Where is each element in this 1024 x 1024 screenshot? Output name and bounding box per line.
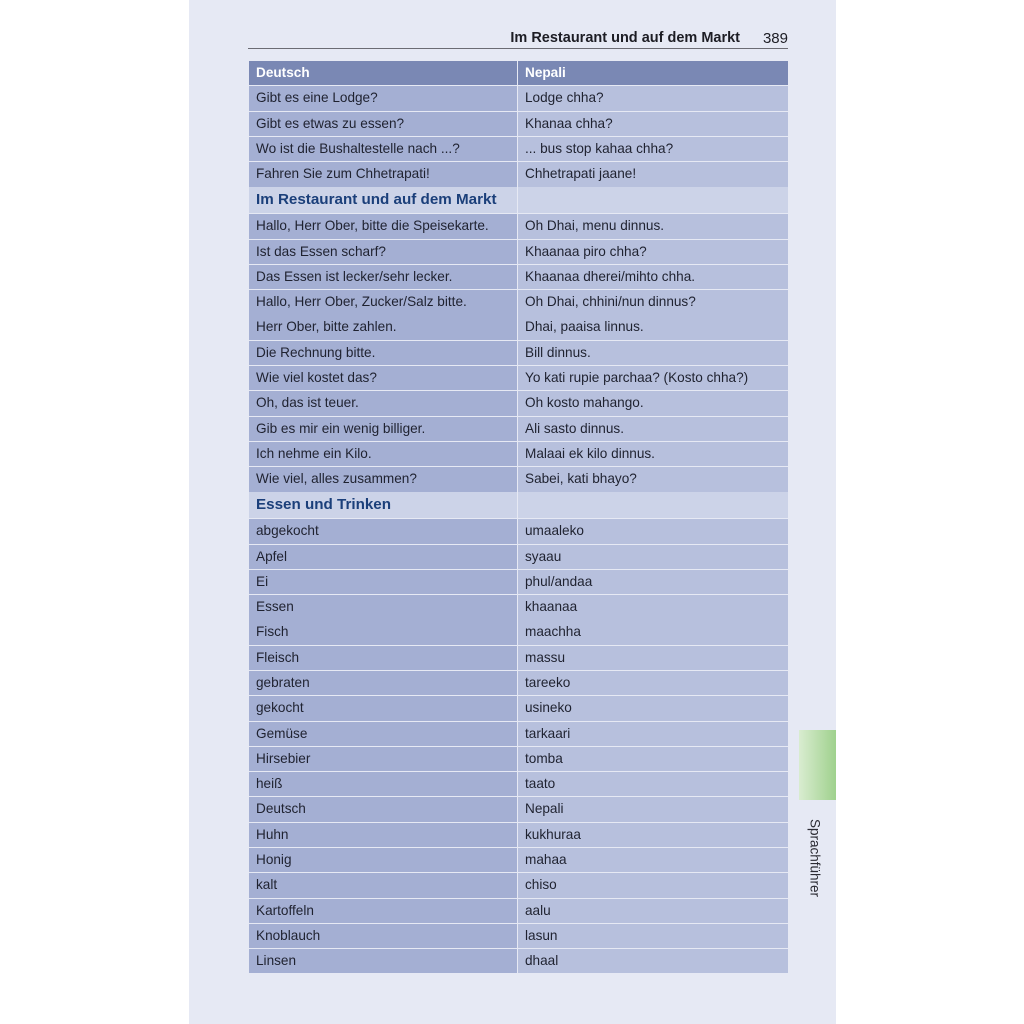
cell-nepali: maachha [518, 620, 788, 644]
cell-deutsch: Kartoffeln [249, 899, 517, 923]
cell-deutsch: Gibt es etwas zu essen? [249, 112, 517, 136]
phrase-table [249, 61, 788, 974]
cell-deutsch: Ist das Essen scharf? [249, 240, 517, 264]
cell-deutsch: Gemüse [249, 722, 517, 746]
cell-nepali: Khanaa chha? [518, 112, 788, 136]
cell-nepali: Dhai, paaisa linnus. [518, 315, 788, 339]
table-row [249, 290, 788, 314]
cell-deutsch: Apfel [249, 545, 517, 569]
cell-nepali: Bill dinnus. [518, 341, 788, 365]
cell-nepali: Yo kati rupie parchaa? (Kosto chha?) [518, 366, 788, 390]
cell-nepali: umaaleko [518, 519, 788, 543]
cell-nepali: usineko [518, 696, 788, 720]
cell-nepali: Malaai ek kilo dinnus. [518, 442, 788, 466]
cell-deutsch: Fleisch [249, 646, 517, 670]
cell-deutsch: Gibt es eine Lodge? [249, 86, 517, 110]
table-row [249, 772, 788, 796]
table-row [249, 240, 788, 264]
cell-nepali: tomba [518, 747, 788, 771]
section-heading-spacer [518, 187, 788, 213]
table-row [249, 265, 788, 289]
section-heading: Im Restaurant und auf dem Markt [249, 187, 517, 213]
cell-deutsch: Knoblauch [249, 924, 517, 948]
section-heading-row [249, 187, 788, 213]
cell-nepali: chiso [518, 873, 788, 897]
cell-deutsch: Ich nehme ein Kilo. [249, 442, 517, 466]
cell-deutsch: Honig [249, 848, 517, 872]
cell-nepali: tarkaari [518, 722, 788, 746]
cell-nepali: Sabei, kati bhayo? [518, 467, 788, 491]
cell-nepali: aalu [518, 899, 788, 923]
cell-nepali: lasun [518, 924, 788, 948]
table-row [249, 595, 788, 619]
table-row [249, 570, 788, 594]
table-row [249, 620, 788, 644]
table-row [249, 519, 788, 543]
cell-deutsch: Wo ist die Bushaltestelle nach ...? [249, 137, 517, 161]
table-row [249, 747, 788, 771]
table-row [249, 545, 788, 569]
cell-deutsch: Oh, das ist teuer. [249, 391, 517, 415]
cell-deutsch: Gib es mir ein wenig billiger. [249, 417, 517, 441]
cell-deutsch: Das Essen ist lecker/sehr lecker. [249, 265, 517, 289]
table-row [249, 391, 788, 415]
cell-nepali: Lodge chha? [518, 86, 788, 110]
cell-deutsch: Hallo, Herr Ober, bitte die Speisekarte. [249, 214, 517, 238]
table-row [249, 671, 788, 695]
cell-deutsch: Ei [249, 570, 517, 594]
table-row [249, 646, 788, 670]
table-row [249, 949, 788, 973]
table-row [249, 442, 788, 466]
table-row [249, 137, 788, 161]
table-row [249, 162, 788, 186]
cell-nepali: dhaal [518, 949, 788, 973]
cell-deutsch: Hirsebier [249, 747, 517, 771]
table-row [249, 315, 788, 339]
cell-deutsch: heiß [249, 772, 517, 796]
cell-nepali: phul/andaa [518, 570, 788, 594]
cell-nepali: Oh Dhai, chhini/nun dinnus? [518, 290, 788, 314]
cell-nepali: kukhuraa [518, 823, 788, 847]
cell-nepali: khaanaa [518, 595, 788, 619]
running-head-title: Im Restaurant und auf dem Markt [510, 30, 740, 46]
table-row [249, 722, 788, 746]
cell-nepali: Chhetrapati jaane! [518, 162, 788, 186]
cell-deutsch: Huhn [249, 823, 517, 847]
table-row [249, 366, 788, 390]
cell-deutsch: Linsen [249, 949, 517, 973]
column-header-nepali: Nepali [518, 61, 788, 85]
cell-nepali: Oh kosto mahango. [518, 391, 788, 415]
table-row [249, 696, 788, 720]
table-row [249, 924, 788, 948]
column-header-deutsch: Deutsch [249, 61, 517, 85]
table-row [249, 467, 788, 491]
section-heading: Essen und Trinken [249, 492, 517, 518]
table-row [249, 873, 788, 897]
thumb-index-tab [799, 730, 836, 800]
cell-deutsch: Die Rechnung bitte. [249, 341, 517, 365]
section-heading-row [249, 492, 788, 518]
cell-nepali: Nepali [518, 797, 788, 821]
cell-nepali: tareeko [518, 671, 788, 695]
section-heading-spacer [518, 492, 788, 518]
cell-deutsch: Herr Ober, bitte zahlen. [249, 315, 517, 339]
cell-nepali: Khaanaa dherei/mihto chha. [518, 265, 788, 289]
cell-nepali: Ali sasto dinnus. [518, 417, 788, 441]
table-row [249, 899, 788, 923]
cell-deutsch: kalt [249, 873, 517, 897]
table-row [249, 848, 788, 872]
thumb-tab-label: Sprachführer [807, 818, 823, 898]
cell-nepali: Khaanaa piro chha? [518, 240, 788, 264]
cell-nepali: mahaa [518, 848, 788, 872]
cell-deutsch: Wie viel kostet das? [249, 366, 517, 390]
cell-deutsch: Fisch [249, 620, 517, 644]
cell-deutsch: Deutsch [249, 797, 517, 821]
table-row [249, 86, 788, 110]
cell-deutsch: Wie viel, alles zusammen? [249, 467, 517, 491]
table-header-row [249, 61, 788, 85]
cell-nepali: taato [518, 772, 788, 796]
cell-deutsch: gekocht [249, 696, 517, 720]
table-row [249, 214, 788, 238]
table-row [249, 112, 788, 136]
cell-deutsch: Essen [249, 595, 517, 619]
running-head [248, 28, 788, 49]
cell-nepali: massu [518, 646, 788, 670]
table-row [249, 341, 788, 365]
cell-nepali: Oh Dhai, menu dinnus. [518, 214, 788, 238]
cell-deutsch: abgekocht [249, 519, 517, 543]
table-row [249, 797, 788, 821]
page-number: 389 [762, 30, 788, 47]
table-row [249, 823, 788, 847]
cell-deutsch: gebraten [249, 671, 517, 695]
cell-nepali: ... bus stop kahaa chha? [518, 137, 788, 161]
table-row [249, 417, 788, 441]
cell-deutsch: Fahren Sie zum Chhetrapati! [249, 162, 517, 186]
cell-deutsch: Hallo, Herr Ober, Zucker/Salz bitte. [249, 290, 517, 314]
cell-nepali: syaau [518, 545, 788, 569]
